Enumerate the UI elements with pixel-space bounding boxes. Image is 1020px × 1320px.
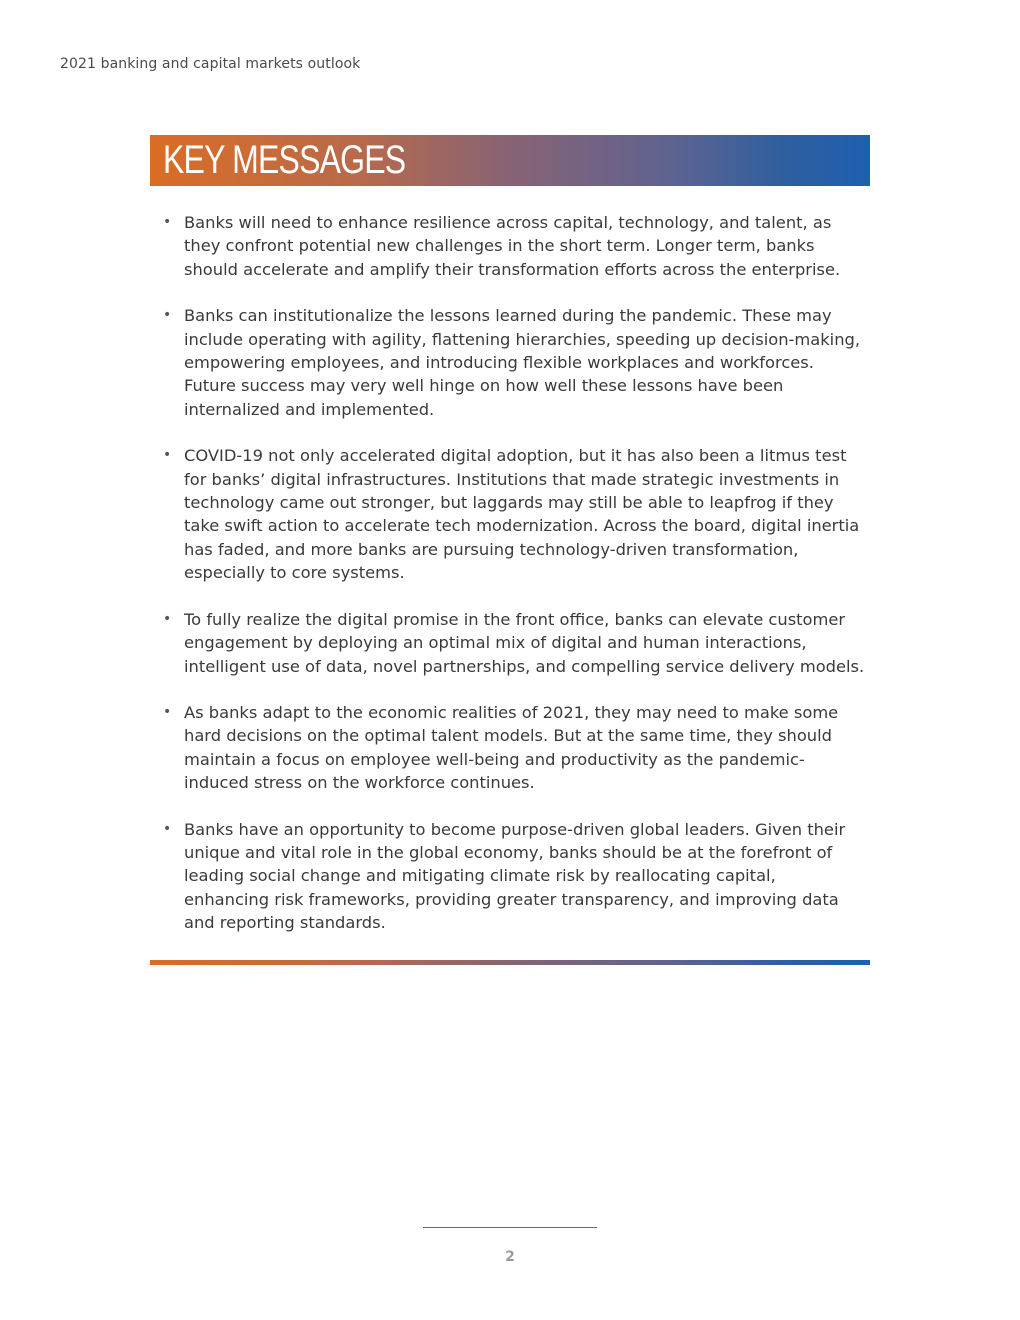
banner-title: KEY MESSAGES bbox=[163, 138, 406, 182]
bullet-text: To fully realize the digital promise in the front office, banks can elevate customer engagement by deploying an optimal mix of digital and human interactions, intelligent use of data, novel partnerships, and compelling service delivery models. bbox=[184, 609, 865, 676]
list-item bbox=[160, 304, 865, 421]
footer-divider bbox=[423, 1227, 597, 1228]
list-item bbox=[160, 818, 865, 935]
bullet-icon: • bbox=[163, 214, 172, 230]
list-item bbox=[160, 608, 865, 678]
bullet-text: Banks can institutionalize the lessons learned during the pandemic. These may include operating with agility, flattening hierarchies, speeding up decision-making, empowering employees, and introducing flexible workplaces and workforces. Future success may very well hinge on how well these lessons have been internalized and implemented. bbox=[184, 306, 861, 419]
list-item bbox=[160, 211, 865, 281]
bullet-text: Banks will need to enhance resilience across capital, technology, and talent, as they confront potential new challenges in the short term. Longer term, banks should accelerate and amplify their transformation efforts across the enterprise. bbox=[184, 213, 841, 279]
list-item bbox=[160, 701, 865, 795]
bullet-icon: • bbox=[163, 610, 172, 627]
bullet-icon: • bbox=[163, 307, 172, 324]
page-number: 2 bbox=[505, 1249, 515, 1265]
bullet-icon: • bbox=[163, 447, 172, 464]
bullet-icon: • bbox=[163, 703, 172, 720]
gradient-divider bbox=[150, 960, 870, 965]
running-header: 2021 banking and capital markets outlook bbox=[60, 56, 361, 72]
bullet-icon: • bbox=[163, 820, 172, 837]
key-messages-list bbox=[160, 211, 865, 958]
bullet-text: Banks have an opportunity to become purpose-driven global leaders. Given their unique and vital role in the global economy, banks should be at the forefront of leading social change and mitigating climate risk by reallocating capital, enhancing risk frameworks, providing greater transparency, and improving data and reporting standards. bbox=[184, 819, 846, 933]
list-item bbox=[160, 444, 865, 584]
bullet-text: As banks adapt to the economic realities of 2021, they may need to make some hard decisions on the optimal talent models. But at the same time, they should maintain a focus on employee well-being and productivity as the pandemic-induced stress on the workforce continues. bbox=[184, 702, 839, 793]
bullet-text: COVID-19 not only accelerated digital adoption, but it has also been a litmus test for banks’ digital infrastructures. Institutions that made strategic investments in technology came out stronger, but laggards may still be able to leapfrog if they take swift action to accelerate tech modernization. Across the board, digital inertia has faded, and more banks are pursuing technology-driven transformation, especially to core systems. bbox=[184, 446, 860, 583]
